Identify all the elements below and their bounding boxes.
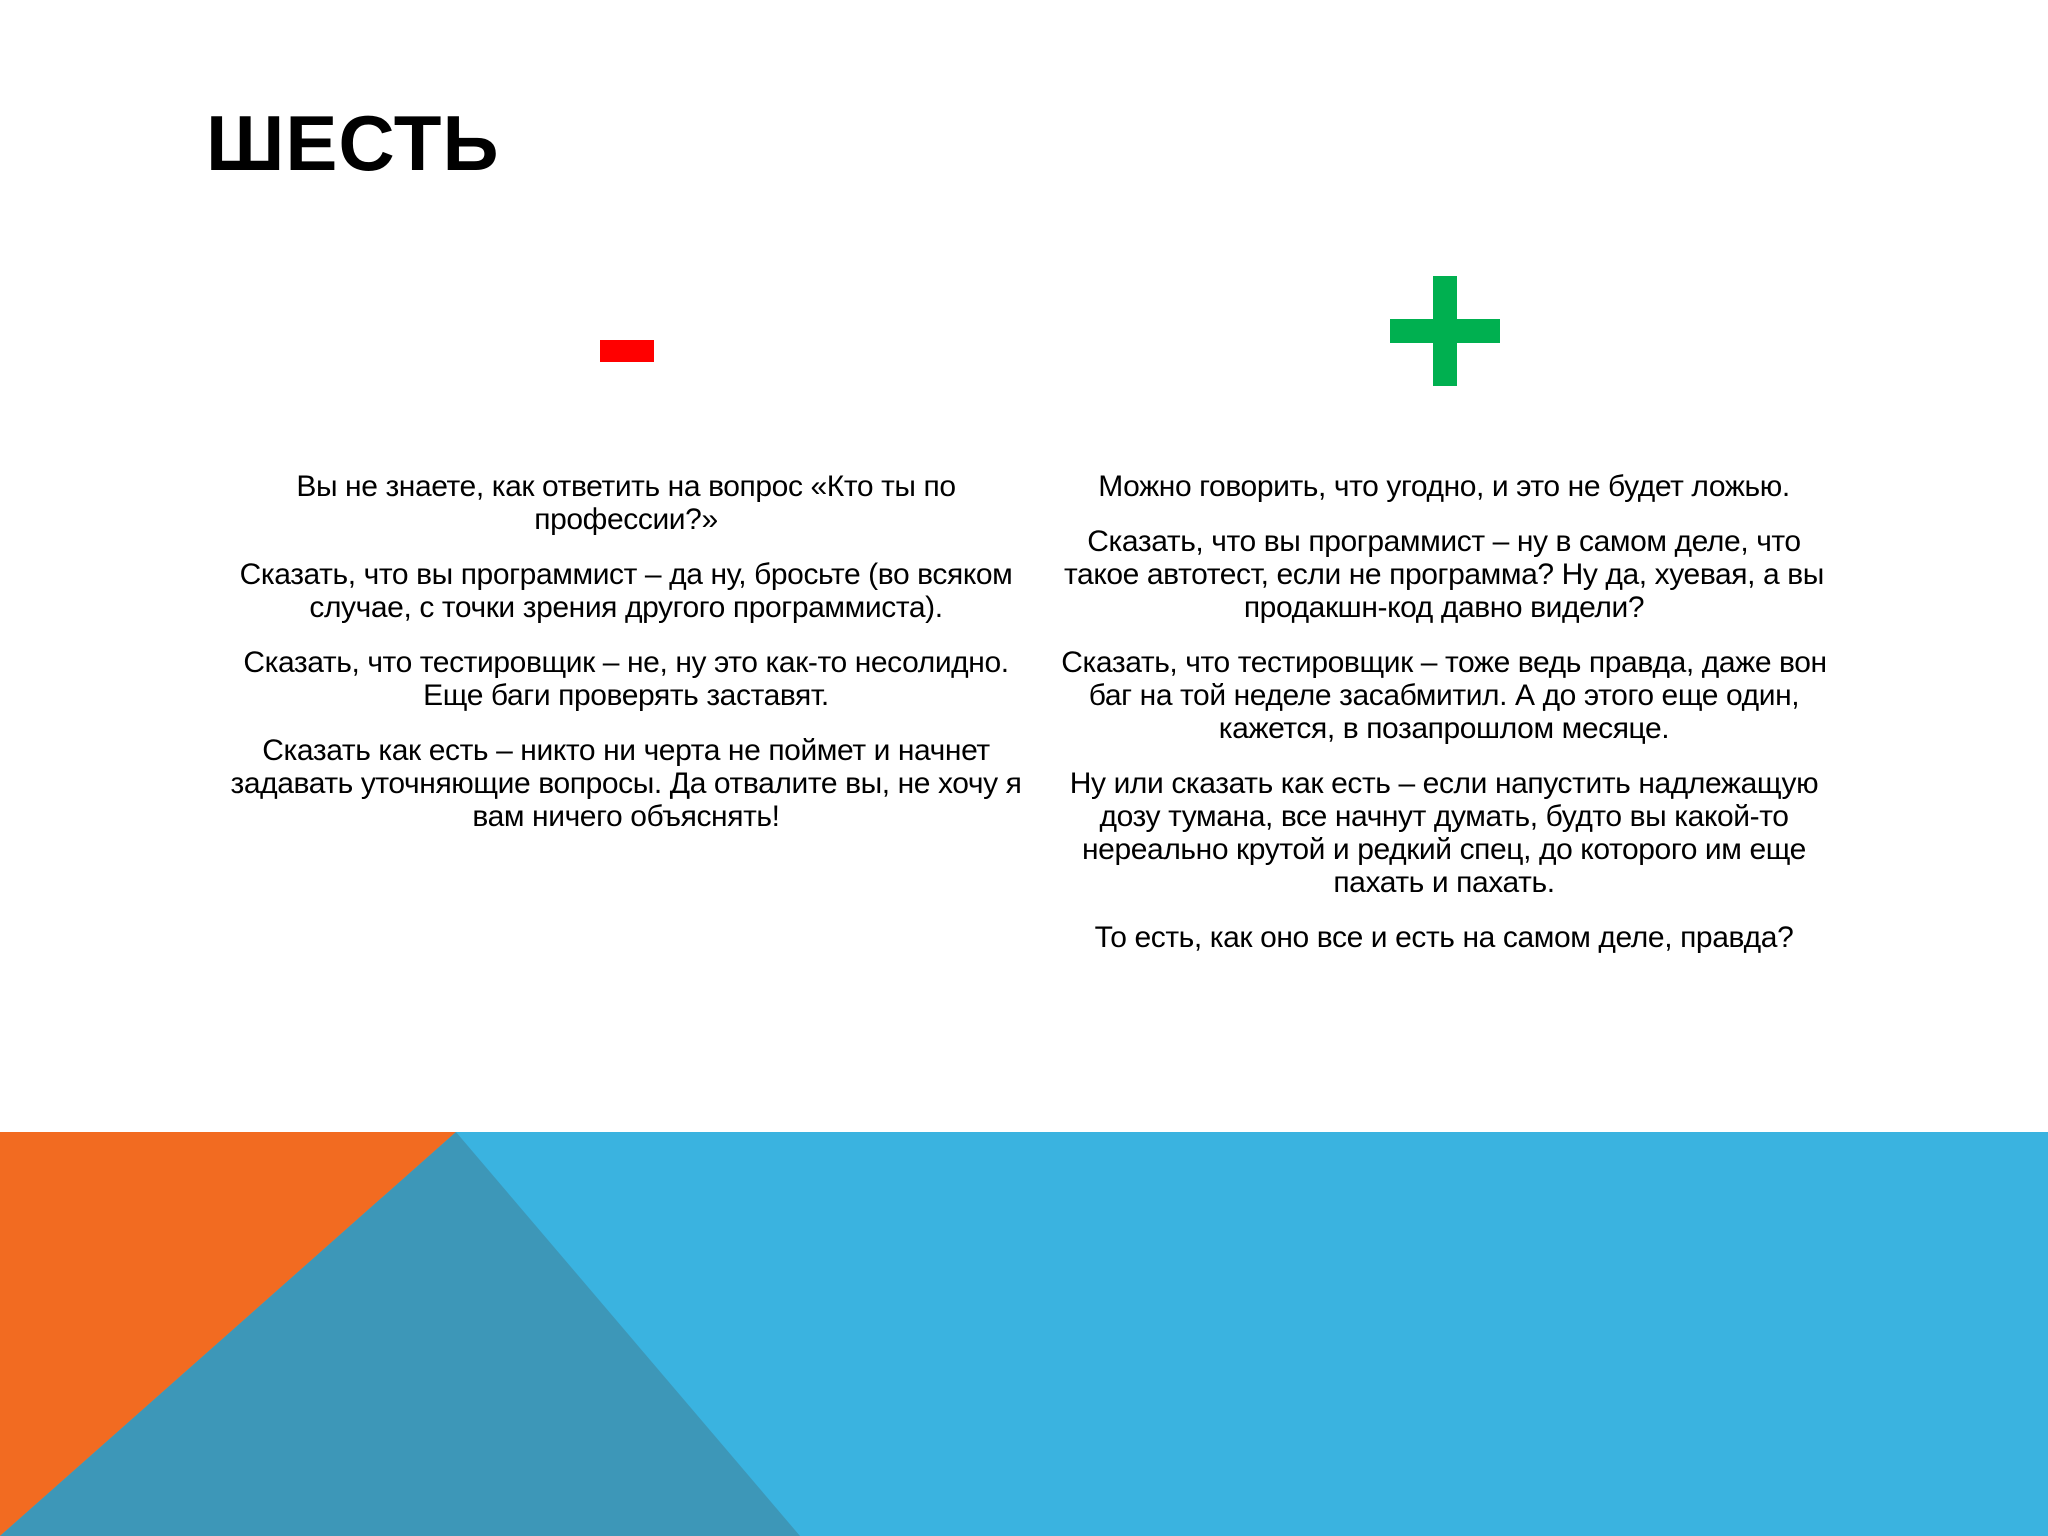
plus-sign-icon (1390, 276, 1500, 386)
minus-paragraph: Вы не знаете, как ответить на вопрос «Кто ты по профессии?» (296, 470, 956, 536)
plus-paragraph: Ну или сказать как есть – если напустить надлежащую дозу тумана, все начнут думать, будто вы какой-то нереально крутой и редкий спец, до которого им еще пахать и пахать. (1069, 767, 1819, 899)
decorative-footer-shapes (0, 1132, 2048, 1536)
slide-title: ШЕСТЬ (206, 99, 500, 187)
minus-paragraph: Сказать, что вы программист – да ну, бросьте (во всяком случае, с точки зрения другого программиста). (239, 558, 1013, 624)
minus-paragraph: Сказать как есть – никто ни черта не поймет и начнет задавать уточняющие вопросы. Да отвалите вы, не хочу я вам ничего объяснять! (230, 734, 1022, 833)
plus-column (1054, 470, 1834, 976)
minus-paragraph: Сказать, что тестировщик – не, ну это как-то несолидно. Еще баги проверять заставят. (243, 646, 1009, 712)
plus-paragraph: Можно говорить, что угодно, и это не будет ложью. (1098, 470, 1790, 503)
plus-paragraph: Сказать, что тестировщик – тоже ведь правда, даже вон баг на той неделе засабмитил. А до этого еще один, кажется, в позапрошлом месяце. (1061, 646, 1827, 745)
plus-paragraph: Сказать, что вы программист – ну в самом деле, что такое автотест, если не программа? Ну да, хуевая, а вы продакшн-код давно видели? (1064, 525, 1824, 624)
plus-paragraph: То есть, как оно все и есть на самом деле, правда? (1094, 921, 1794, 954)
minus-column (226, 470, 1026, 855)
minus-sign-icon (600, 340, 654, 362)
